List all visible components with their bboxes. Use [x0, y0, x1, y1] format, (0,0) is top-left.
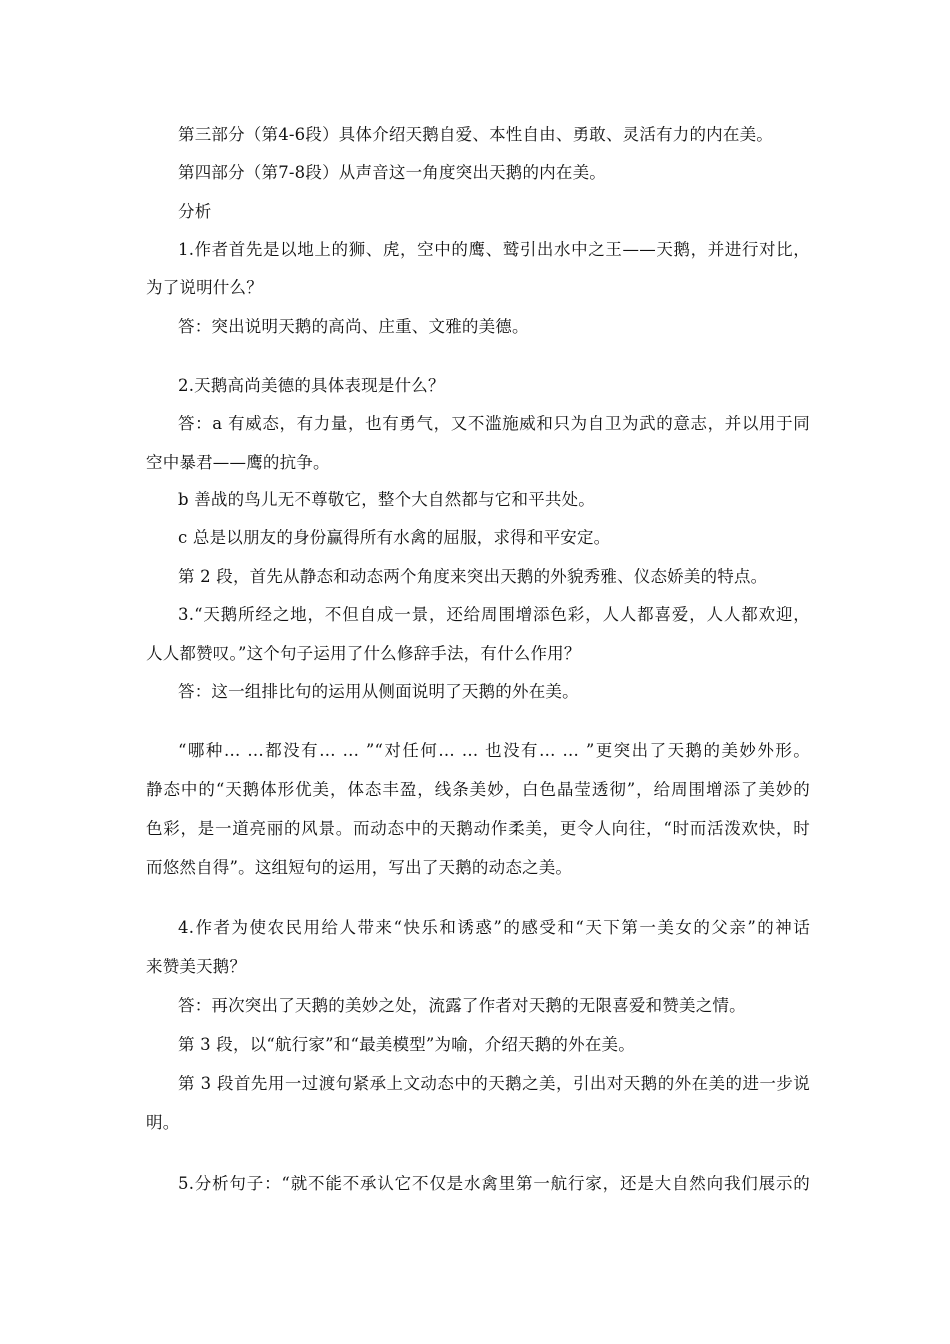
analysis-line-3: 色彩，是一道亮丽的风景。而动态中的天鹅动作柔美，更令人向往，“时而活泼欢快，时 [146, 819, 810, 838]
question-4-line-1: 4.作者为使农民用给人带来“快乐和诱惑”的感受和“天下第一美女的父亲”的神话 [178, 918, 810, 937]
question-3-line-1: 3.“天鹅所经之地，不但自成一景，还给周围增添色彩，人人都喜爱，人人都欢迎， [178, 605, 810, 624]
analysis-line-1: “哪种… …都没有… … ”“对任何… … 也没有… … ”更突出了天鹅的美妙外形。 [178, 741, 810, 760]
paragraph-2-note: 第 2 段，首先从静态和动态两个角度来突出天鹅的外貌秀雅、仪态娇美的特点。 [178, 567, 768, 586]
paragraph-3-note: 第 3 段，以“航行家”和“最美模型”为喻，介绍天鹅的外在美。 [178, 1035, 635, 1054]
answer-1: 答：突出说明天鹅的高尚、庄重、文雅的美德。 [178, 317, 529, 336]
answer-3: 答：这一组排比句的运用从侧面说明了天鹅的外在美。 [178, 682, 579, 701]
answer-2-line-1: 答：a 有威态，有力量，也有勇气，又不滥施威和只为自卫为武的意志，并以用于同 [178, 414, 810, 433]
analysis-heading: 分析 [178, 202, 212, 221]
question-1-line-2: 为了说明什么？ [146, 278, 263, 297]
analysis-line-4: 而悠然自得”。这组短句的运用，写出了天鹅的动态之美。 [146, 858, 573, 877]
part-three-line: 第三部分（第4-6段）具体介绍天鹅自爱、本性自由、勇敢、灵活有力的内在美。 [178, 125, 773, 144]
part-four-line: 第四部分（第7-8段）从声音这一角度突出天鹅的内在美。 [178, 163, 606, 182]
question-3-line-2: 人人都赞叹。”这个句子运用了什么修辞手法，有什么作用？ [146, 644, 581, 663]
paragraph-3-detail-line-2: 明。 [146, 1113, 180, 1132]
answer-2-c: c 总是以朋友的身份赢得所有水禽的屈服，求得和平安定。 [178, 528, 611, 547]
question-4-line-2: 来赞美天鹅？ [146, 957, 247, 976]
question-2: 2.天鹅高尚美德的具体表现是什么？ [178, 376, 445, 395]
answer-2-line-2: 空中暴君——鹰的抗争。 [146, 453, 330, 472]
answer-4: 答：再次突出了天鹅的美妙之处，流露了作者对天鹅的无限喜爱和赞美之情。 [178, 996, 746, 1015]
paragraph-3-detail-line-1: 第 3 段首先用一过渡句紧承上文动态中的天鹅之美，引出对天鹅的外在美的进一步说 [178, 1074, 810, 1093]
question-1-line-1: 1.作者首先是以地上的狮、虎，空中的鹰、鹫引出水中之王——天鹅，并进行对比， [178, 240, 810, 259]
question-5-line-1: 5.分析句子：“就不能不承认它不仅是水禽里第一航行家，还是大自然向我们展示的 [178, 1174, 810, 1193]
analysis-line-2: 静态中的“天鹅体形优美，体态丰盈，线条美妙，白色晶莹透彻”，给周围增添了美妙的 [146, 780, 810, 799]
answer-2-b: b 善战的鸟儿无不尊敬它，整个大自然都与它和平共处。 [178, 490, 596, 509]
